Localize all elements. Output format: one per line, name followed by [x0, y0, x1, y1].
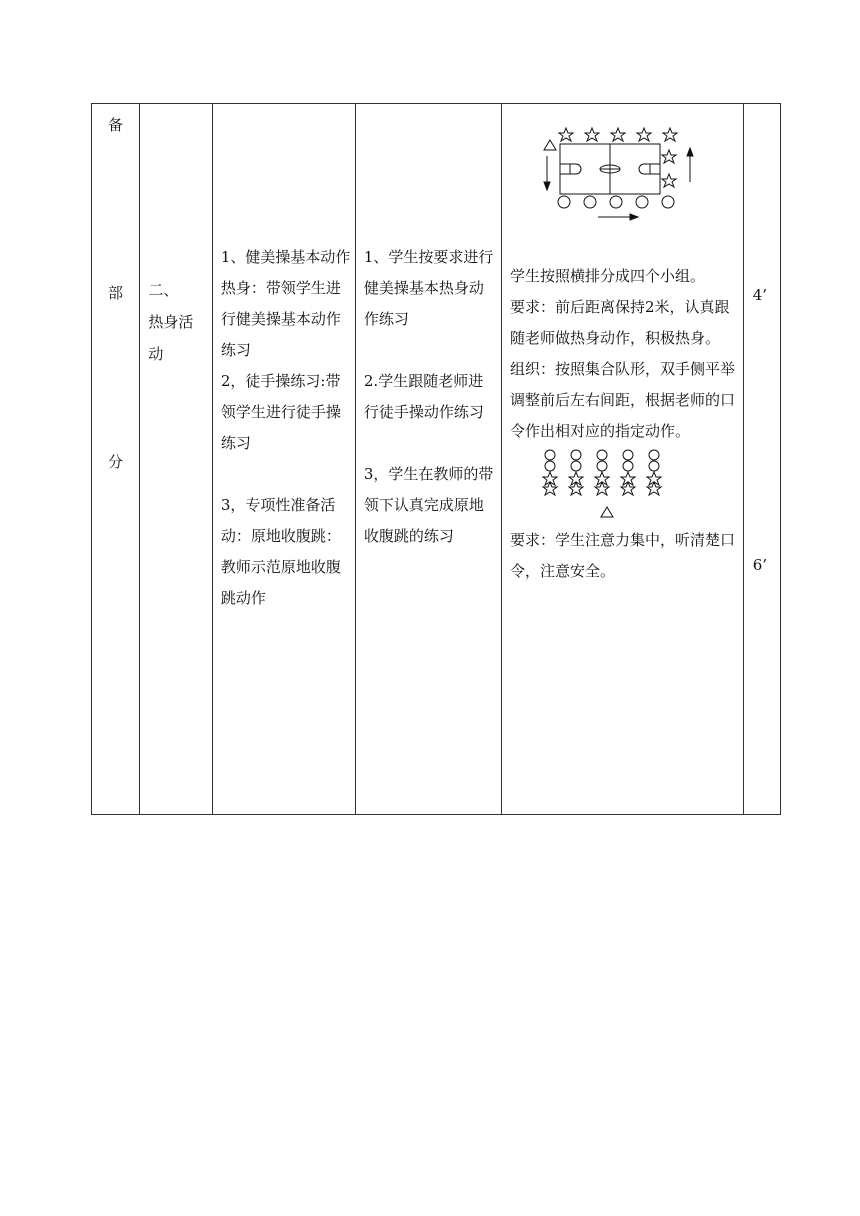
- teacher-triangle-icon: [601, 507, 613, 517]
- star-icon: [585, 128, 599, 141]
- student-circle-icon: [662, 196, 674, 208]
- part-char-1: 备: [108, 116, 124, 134]
- student-activity-2: 2.学生跟随老师进行徒手操动作练习: [363, 372, 484, 421]
- standing-formation-diagram: [536, 449, 676, 521]
- student-circle-icon: [584, 196, 596, 208]
- teacher-activity-2: 2，徒手操练习:带领学生进行徒手操练习: [220, 372, 341, 452]
- student-circle-icon: [558, 196, 570, 208]
- student-activity-3: 3，学生在教师的带领下认真完成原地收腹跳的练习: [363, 465, 494, 545]
- duration-1: 4’: [752, 286, 767, 304]
- organization-requirement1: 要求：前后距离保持2米，认真跟随老师做热身动作，积极热身。: [509, 298, 730, 347]
- star-icon: [662, 174, 676, 187]
- star-icon: [611, 128, 625, 141]
- section-cell: [140, 104, 213, 815]
- star-icon: [663, 128, 677, 141]
- student-circle-icon: [636, 196, 648, 208]
- teacher-activity-3: 3，专项性准备活动：原地收腹跳：教师示范原地收腹跳动作: [220, 496, 341, 607]
- organization-cell: [501, 104, 743, 815]
- star-icon: [662, 150, 676, 163]
- organization-line1: 学生按照横排分成四个小组。: [509, 267, 705, 285]
- field-formation-diagram: [536, 112, 696, 222]
- section-title: 热身活动: [148, 313, 194, 363]
- student-circle-icon: [610, 196, 622, 208]
- star-icon: [559, 128, 573, 141]
- student-activity-cell: [355, 104, 501, 815]
- organization-requirement2: 要求：学生注意力集中，听清楚口令，注意安全。: [509, 531, 735, 580]
- teacher-activity-cell: [212, 104, 355, 815]
- duration-2: 6’: [752, 556, 767, 574]
- teacher-activity-1: 1、健美操基本动作热身：带领学生进行健美操基本动作练习: [220, 248, 351, 359]
- organization-organize: 组织：按照集合队形，双手侧平举调整前后左右间距，根据老师的口令作出相对应的指定动作。: [509, 360, 735, 440]
- star-icon: [637, 128, 651, 141]
- teacher-triangle-icon: [544, 140, 556, 150]
- section-number: 二、: [148, 281, 179, 299]
- lesson-plan-table: [91, 103, 781, 815]
- duration-cell: [743, 104, 780, 815]
- part-char-2: 部: [108, 284, 124, 302]
- part-cell: [92, 104, 140, 815]
- part-char-3: 分: [108, 453, 124, 471]
- student-activity-1: 1、学生按要求进行健美操基本热身动作练习: [363, 248, 494, 328]
